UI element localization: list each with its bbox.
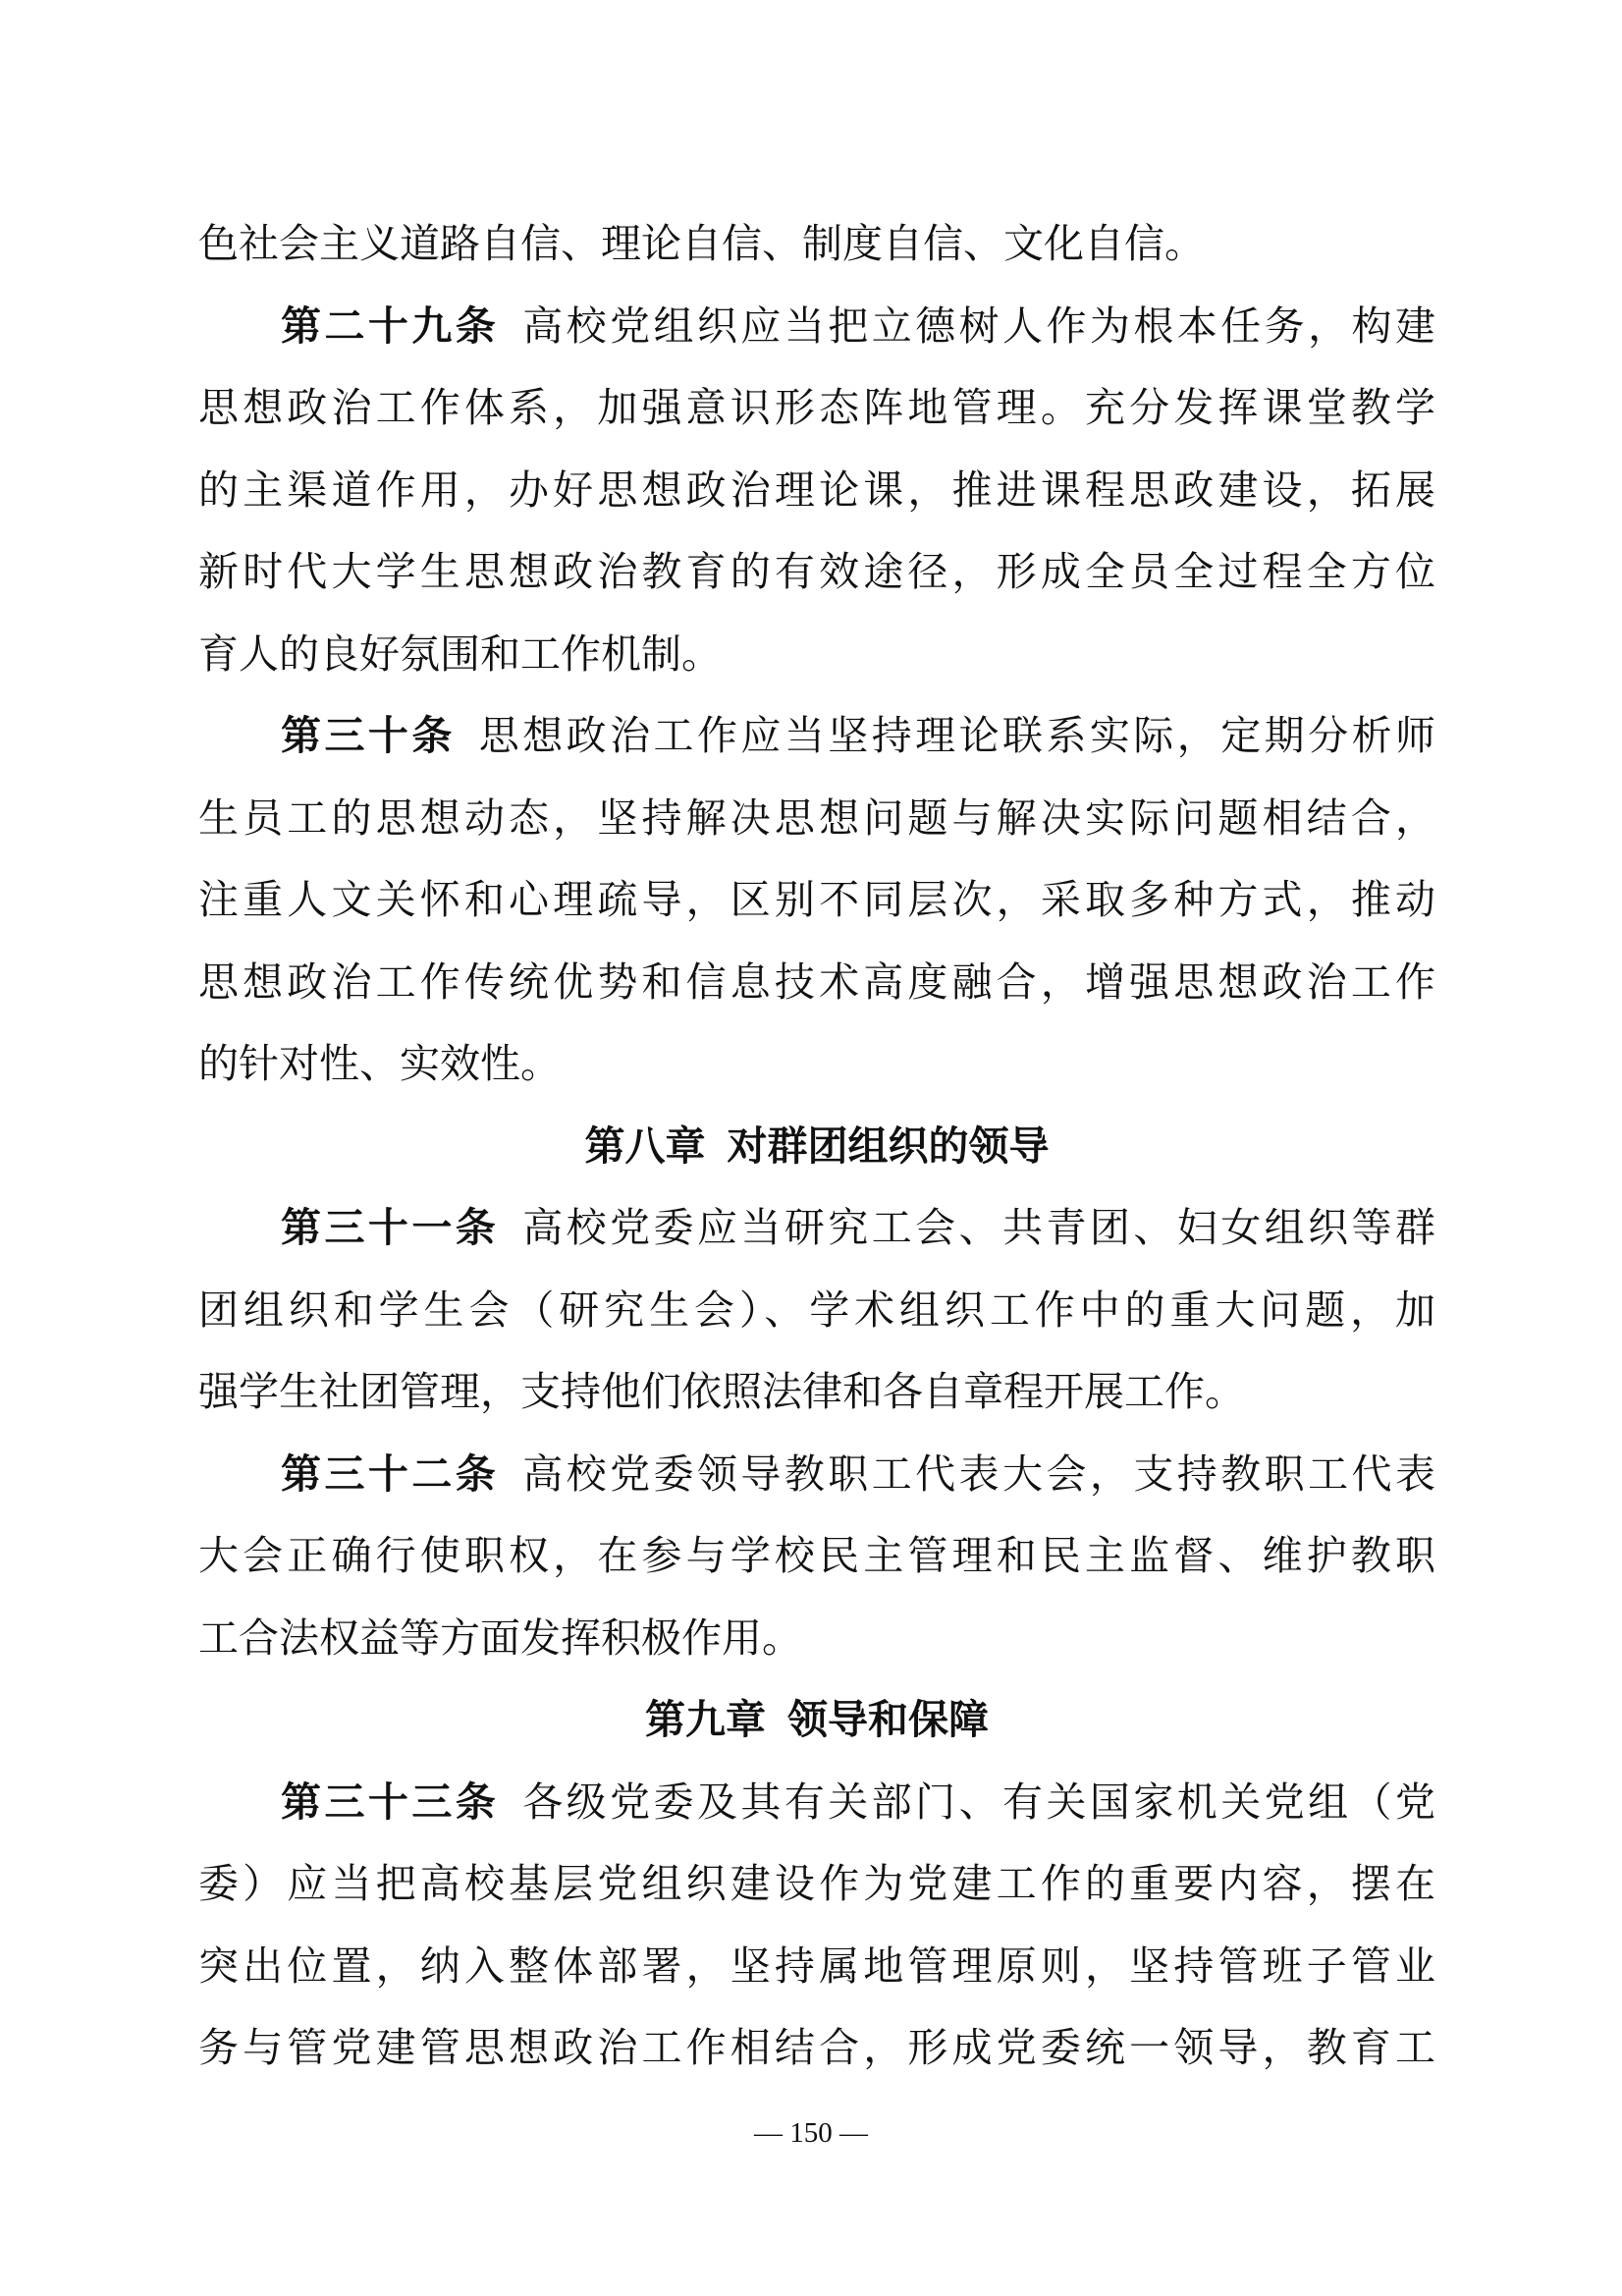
article-31-first-line <box>198 1187 1435 1270</box>
article-31-text: 高校党委应当研究工会、共青团、妇女组织等群 <box>522 1204 1436 1251</box>
text-line: 生员工的思想动态，坚持解决思想问题与解决实际问题相结合， <box>198 793 1435 842</box>
chapter-8-title: 对群团组织的领导 <box>727 1121 1050 1170</box>
article-32-text: 高校党委领导教职工代表大会，支持教职工代表 <box>522 1449 1436 1498</box>
text-line: 大会正确行使职权，在参与学校民主管理和民主监督、维护教职 <box>198 1532 1435 1579</box>
text-line: 强学生社团管理，支持他们依照法律和各自章程开展工作。 <box>198 1368 1245 1415</box>
article-31-label: 第三十一条 <box>281 1204 500 1251</box>
article-33-label: 第三十三条 <box>281 1777 500 1826</box>
article-29-first-line <box>198 286 1435 368</box>
article-30-first-line <box>198 695 1435 778</box>
text-line: 务与管党建管思想政治工作相结合，形成党委统一领导，教育工 <box>198 2024 1435 2071</box>
text-line: 委）应当把高校基层党组织建设作为党建工作的重要内容，摆在 <box>198 1860 1435 1907</box>
article-32-first-line <box>198 1434 1435 1516</box>
chapter-9-title: 领导和保障 <box>787 1696 989 1743</box>
text-line: 新时代大学生思想政治教育的有效途径，形成全员全过程全方位 <box>198 548 1435 595</box>
article-29-text: 高校党组织应当把立德树人作为根本任务，构建 <box>522 301 1436 350</box>
text-line: 色社会主义道路自信、理论自信、制度自信、文化自信。 <box>198 220 1205 267</box>
text-line: 工合法权益等方面发挥积极作用。 <box>198 1613 802 1662</box>
text-line: 育人的良好氛围和工作机制。 <box>198 629 722 678</box>
chapter-8-heading <box>198 1106 1435 1188</box>
chapter-9-number: 第九章 <box>645 1696 766 1743</box>
text-line: 的主渠道作用，办好思想政治理论课，推进课程思政建设，拓展 <box>198 465 1435 514</box>
article-30-label: 第三十条 <box>281 712 456 759</box>
text-line: 注重人文关怀和心理疏导，区别不同层次，采取多种方式，推动 <box>198 876 1435 923</box>
chapter-8-number: 第八章 <box>584 1121 706 1170</box>
document-body <box>198 203 1435 2090</box>
article-29-label: 第二十九条 <box>281 301 500 350</box>
text-line: 团组织和学生会（研究生会）、学术组织工作中的重大问题，加 <box>198 1285 1435 1334</box>
text-line: 的针对性、实效性。 <box>198 1040 561 1087</box>
article-33-first-line <box>198 1762 1435 1844</box>
article-33-text: 各级党委及其有关部门、有关国家机关党组（党 <box>522 1777 1436 1826</box>
text-line: 突出位置，纳入整体部署，坚持属地管理原则，坚持管班子管业 <box>198 1941 1435 1990</box>
article-32-label: 第三十二条 <box>281 1449 500 1498</box>
text-line: 思想政治工作传统优势和信息技术高度融合，增强思想政治工作 <box>198 957 1435 1006</box>
page-number: — 150 — <box>754 2117 868 2149</box>
article-30-text: 思想政治工作应当坚持理论联系实际，定期分析师 <box>478 712 1436 759</box>
chapter-9-heading <box>198 1679 1435 1762</box>
text-line: 思想政治工作体系，加强意识形态阵地管理。充分发挥课堂教学 <box>198 384 1435 431</box>
